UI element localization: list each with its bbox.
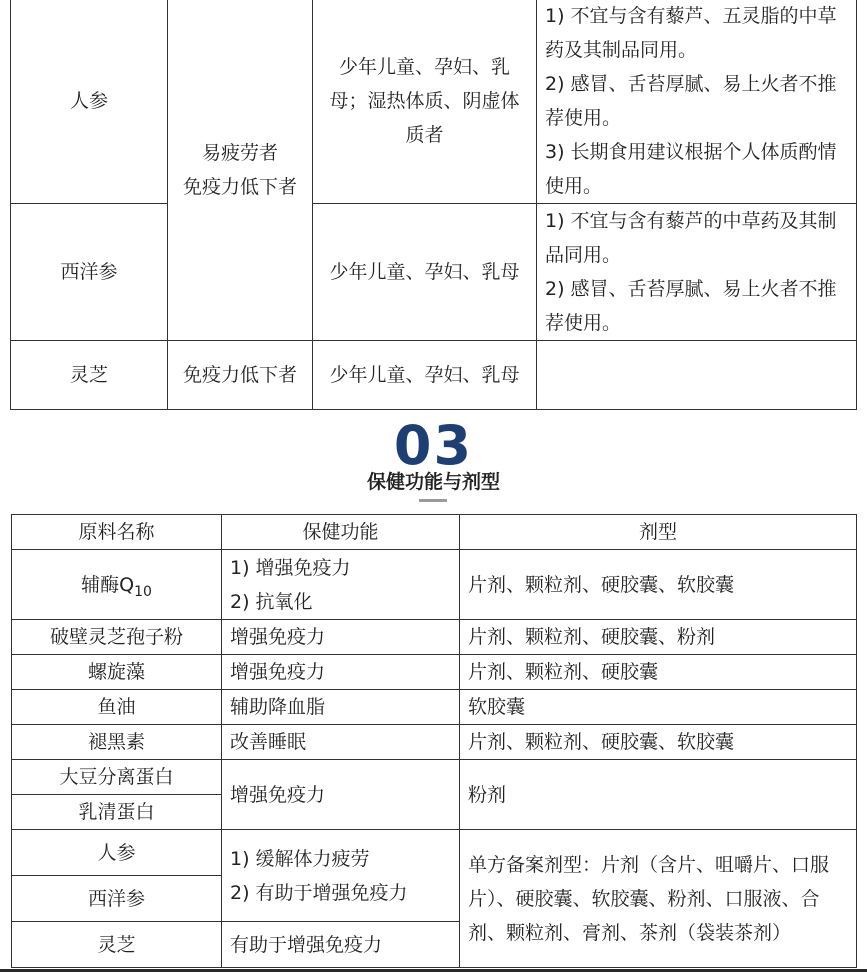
unsuitable-population: 少年儿童、孕妇、乳母	[313, 204, 537, 341]
material-name: 大豆分离蛋白	[12, 760, 222, 795]
table-row	[11, 0, 857, 204]
note-line: 1) 不宜与含有藜芦、五灵脂的中草药及其制品同用。	[545, 5, 837, 61]
table-row	[12, 655, 857, 690]
dosage-cell: 片剂、颗粒剂、硬胶囊、软胶囊	[460, 725, 857, 760]
section-number: 03	[393, 416, 474, 466]
table-row	[11, 204, 857, 341]
column-header: 保健功能	[222, 515, 460, 550]
section-title: 保健功能与剂型	[366, 471, 500, 493]
function-dosage-table	[11, 514, 857, 968]
material-name	[12, 550, 222, 620]
dosage-cell: 粉剂	[460, 760, 857, 830]
function-cell: 增强免疫力	[222, 620, 460, 655]
material-name: 鱼油	[12, 690, 222, 725]
function-cell	[222, 830, 460, 922]
material-name-main: 辅酶Q	[81, 573, 135, 596]
function-cell: 有助于增强免疫力	[222, 922, 460, 968]
section-divider	[419, 499, 447, 502]
material-name: 灵芝	[11, 341, 168, 410]
unsuitable-population: 少年儿童、孕妇、乳母	[313, 341, 537, 410]
dosage-cell: 片剂、颗粒剂、硬胶囊、软胶囊	[460, 550, 857, 620]
table-row	[12, 690, 857, 725]
unsuitable-population: 少年儿童、孕妇、乳母；湿热体质、阴虚体质者	[313, 0, 537, 204]
material-name-subscript: 10	[134, 583, 152, 600]
table-row	[12, 620, 857, 655]
table-row	[12, 725, 857, 760]
material-name: 灵芝	[12, 922, 222, 968]
note-line: 1) 不宜与含有藜芦的中草药及其制品同用。	[545, 210, 837, 266]
function-line: 2) 抗氧化	[230, 590, 313, 613]
note-line: 2) 感冒、舌苔厚腻、易上火者不推荐使用。	[545, 278, 837, 334]
function-line: 1) 增强免疫力	[230, 556, 351, 579]
dosage-cell: 片剂、颗粒剂、硬胶囊、粉剂	[460, 620, 857, 655]
function-line: 2) 有助于增强免疫力	[230, 881, 408, 904]
column-header: 剂型	[460, 515, 857, 550]
function-cell: 增强免疫力	[222, 760, 460, 830]
table-header-row	[12, 515, 857, 550]
function-cell: 改善睡眠	[222, 725, 460, 760]
table-row	[12, 830, 857, 876]
dosage-cell: 片剂、颗粒剂、硬胶囊	[460, 655, 857, 690]
notes-cell	[537, 341, 857, 410]
material-name: 褪黑素	[12, 725, 222, 760]
population-table	[10, 0, 857, 410]
function-cell	[222, 550, 460, 620]
table-row	[12, 550, 857, 620]
suitable-population	[168, 0, 313, 341]
column-header: 原料名称	[12, 515, 222, 550]
dosage-cell: 软胶囊	[460, 690, 857, 725]
material-name: 螺旋藻	[12, 655, 222, 690]
notes-cell	[537, 0, 857, 204]
function-cell: 增强免疫力	[222, 655, 460, 690]
note-line: 3) 长期食用建议根据个人体质酌情使用。	[545, 141, 837, 197]
function-cell: 辅助降血脂	[222, 690, 460, 725]
material-name: 乳清蛋白	[12, 795, 222, 830]
material-name: 人参	[12, 830, 222, 876]
material-name: 人参	[11, 0, 168, 204]
material-name: 西洋参	[11, 204, 168, 341]
material-name: 破壁灵芝孢子粉	[12, 620, 222, 655]
material-name: 西洋参	[12, 876, 222, 922]
function-line: 1) 缓解体力疲劳	[230, 847, 370, 870]
note-line: 2) 感冒、舌苔厚腻、易上火者不推荐使用。	[545, 73, 837, 129]
suitable-population-text: 易疲劳者 免疫力低下者	[182, 141, 297, 198]
table-row	[11, 341, 857, 410]
suitable-population: 免疫力低下者	[168, 341, 313, 410]
notes-cell	[537, 204, 857, 341]
table-row	[12, 760, 857, 795]
dosage-cell: 单方备案剂型：片剂（含片、咀嚼片、口服片）、硬胶囊、软胶囊、粉剂、口服液、合剂、颗粒剂、膏剂、茶剂（袋装茶剂）	[460, 830, 857, 968]
